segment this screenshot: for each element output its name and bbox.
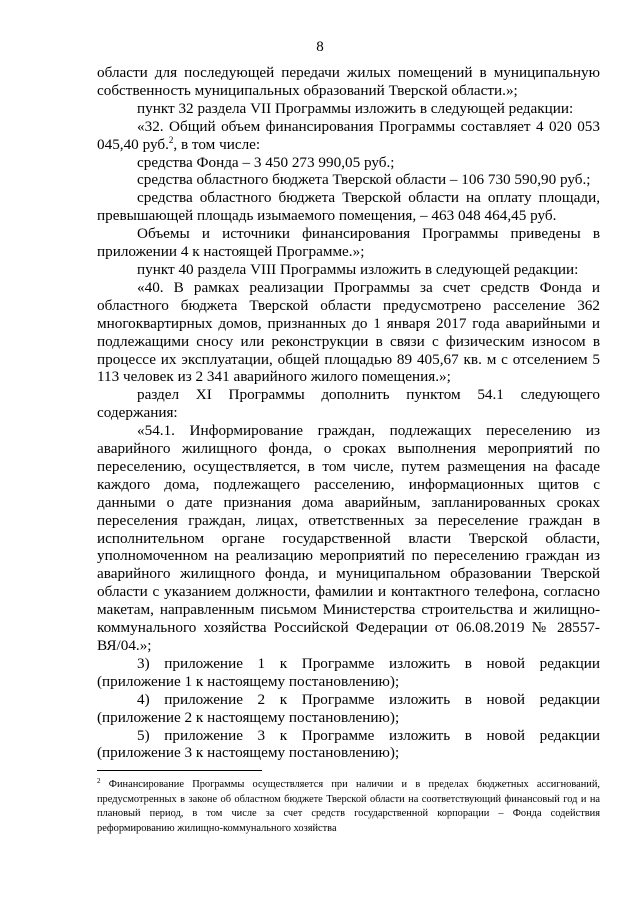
footnote: [97, 778, 600, 836]
paragraph-14: [97, 727, 600, 763]
paragraph-11: [97, 422, 600, 655]
paragraph-5: [97, 171, 600, 189]
paragraph-8-text: пункт 40 раздела VIII Программы изложить в следующей редакции:: [137, 260, 579, 278]
paragraph-12-text: 3) приложение 1 к Программе изложить в новой редакции (приложение 1 к настоящему постановлению);: [97, 654, 600, 690]
paragraph-1-text: области для последующей передачи жилых помещений в муниципальную собственность муниципальных образований Тверской области.»;: [97, 64, 600, 99]
paragraph-2-text: пункт 32 раздела VII Программы изложить в следующей редакции:: [137, 99, 574, 117]
paragraph-4-text: средства Фонда – 3 450 273 990,05 руб.;: [137, 153, 395, 171]
paragraph-9-text: «40. В рамках реализации Программы за счет средств Фонда и областного бюджета Тверской области предусмотрено расселение 362 многоквартирных домов, признанных до 1 января 2017 года аварийными и подлежащими сносу или реконструкции в связи с физическим износом в процессе их эксплуатации, общей площадью 89 405,67 кв. м с отселением 5 113 человек из 2 341 аварийного жилого помещения.»;: [97, 278, 600, 386]
paragraph-6-text: средства областного бюджета Тверской области на оплату площади, превышающей площадь изымаемого помещения, – 463 048 464,45 руб.: [97, 189, 600, 225]
paragraph-4: [97, 154, 600, 172]
paragraph-12: [97, 655, 600, 691]
paragraph-13-text: 4) приложение 2 к Программе изложить в новой редакции (приложение 2 к настоящему постановлению);: [97, 690, 600, 726]
footnote-text: Финансирование Программы осуществляется при наличии и в пределах бюджетных ассигнований, предусмотренных в законе об областном бюджете Тверской области на соответствующий финансовый год и на плановый период, в том числе за счет средств государственной корпорации – Фонда содействия реформированию жилищно-коммунального хозяйства: [97, 779, 600, 834]
paragraph-6: [97, 189, 600, 225]
paragraph-10-text: раздел XI Программы дополнить пунктом 54.1 следующего содержания:: [97, 386, 600, 422]
paragraph-10: [97, 386, 600, 422]
paragraph-9: [97, 279, 600, 386]
footnote-separator: [97, 770, 262, 771]
paragraph-7: [97, 225, 600, 261]
paragraph-2: [97, 100, 600, 118]
footnote-reference: 2: [168, 134, 174, 145]
page-number: 8: [316, 39, 324, 55]
paragraph-14-text: 5) приложение 3 к Программе изложить в новой редакции (приложение 3 к настоящему постановлению);: [97, 726, 600, 762]
paragraph-11-text: «54.1. Информирование граждан, подлежащих переселению из аварийного жилищного фонда, о сроках выполнения мероприятий по переселению, осуществляется, в том числе, путем размещения на фасаде каждого дома, подлежащего расселению, информационных щитов с данными о дате признания дома аварийным, запланированных сроках переселения граждан, лицах, ответственных за переселение граждан в исполнительном органе государственной власти Тверской области, уполномоченном на реализацию мероприятий по переселению граждан из аварийного жилищного фонда, и муниципальном образовании Тверской области с указанием должности, фамилии и контактного телефона, согласно макетам, направленным письмом Министерства строительства и жилищно-коммунального хозяйства Российской Федерации от 06.08.2019 № 28557-ВЯ/04.»;: [97, 422, 600, 654]
paragraph-7-text: Объемы и источники финансирования Программы приведены в приложении 4 к настоящей Программе.»;: [97, 225, 600, 261]
paragraph-13: [97, 691, 600, 727]
paragraph-1: [97, 64, 600, 100]
footnote-marker: 2: [97, 777, 101, 785]
paragraph-5-text: средства областного бюджета Тверской области – 106 730 590,90 руб.;: [137, 171, 591, 189]
paragraph-3-tail: , в том числе:: [173, 135, 261, 153]
document-body: [97, 64, 600, 762]
paragraph-3: [97, 118, 600, 154]
paragraph-8: [97, 261, 600, 279]
paragraph-3-text: «32. Общий объем финансирования Программы составляет 4 020 053 045,40 руб.: [97, 117, 600, 153]
